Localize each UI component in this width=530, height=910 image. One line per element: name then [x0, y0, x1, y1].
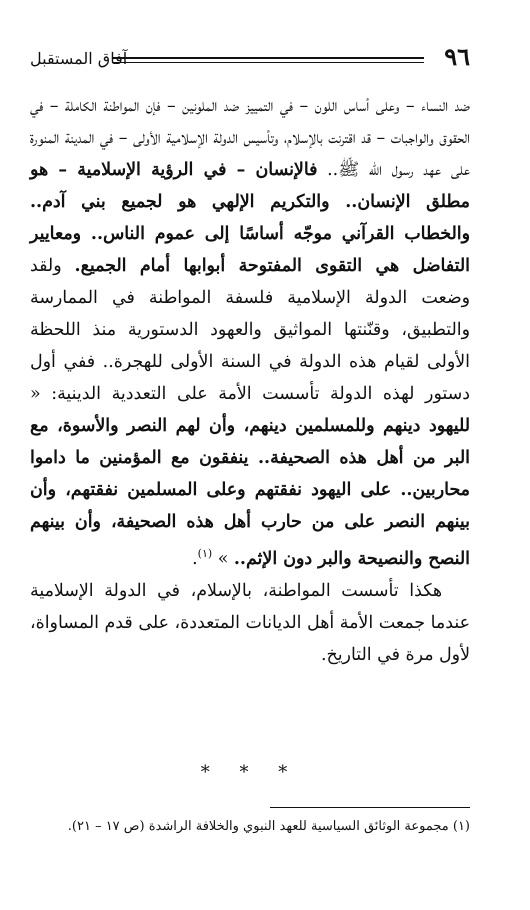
charter-quote: لليهود دينهم وللمسلمين دينهم، وأن لهم النصر والأسوة، مع البر من أهل هذه الصحيفة.. ينفقون مع المؤمنين ما داموا محاربين.. على اليهود نفقتهم وعلى المسلمين نفقتهم، وأن بينهم النصر على من حارب أهل هذه الصحيفة، وأن بينهم النصح والنصيحة والبر دون الإثم.. [30, 416, 470, 569]
body-text [30, 90, 470, 671]
page-number: ٩٦ [444, 42, 470, 71]
paragraph-2: هكذا تأسست المواطنة، بالإسلام، في الدولة الإسلامية عندما جمعت الأمة أهل الديانات المتعددة، على قدم المساواة، لأول مرة في التاريخ. [30, 580, 470, 665]
footnote: (١) مجموعة الوثائق السياسية للعهد النبوي والخلافة الراشدة (ص ١٧ – ٢١). [67, 819, 470, 834]
header-rule-thick [112, 57, 424, 59]
paragraph-1-part-a: ضد النساء – وعلى أساس اللون – في التمييز ضد الملونين – فإن المواطنة الكاملة – في الحقوق والواجبات – قد اقترنت بالإسلام، وتأسيس الدولة الإسلامية الأولى – في المدينة المنورة على عهد رسول الله ﷺ.. [30, 96, 470, 180]
paragraph-1-part-b: فالإنسان – في الرؤية الإسلامية – هو مطلق الإنسان.. والتكريم الإلهي هو لجميع بني آدم.. والخطاب القرآني موجّه أساسًا إلى عموم الناس.. ومعايير التفاضل هي التقوى المفتوحة أبوابها أمام الجميع. [30, 160, 470, 276]
paragraph-1-end: . [192, 548, 198, 569]
header-rule-thin [112, 62, 424, 63]
paragraph-1-part-c: ولقد وضعت الدولة الإسلامية فلسفة المواطنة في الممارسة والتطبيق، وقنّنتها المواثيق والعهود الدستورية منذ اللحظة الأولى لقيام هذه الدولة في السنة الأولى للهجرة.. ففي أول دستور لهذه الدولة تأسست الأمة على التعددية الدينية: « [30, 256, 470, 404]
paragraph-1 [30, 90, 470, 575]
book-page [30, 22, 470, 892]
running-title: آفاق المستقبل [30, 49, 128, 68]
footnote-reference: (١) [197, 547, 213, 560]
section-separator: * * * [200, 762, 300, 783]
quote-close: » [212, 548, 234, 569]
page-header [30, 42, 470, 72]
footnote-rule [270, 807, 470, 808]
